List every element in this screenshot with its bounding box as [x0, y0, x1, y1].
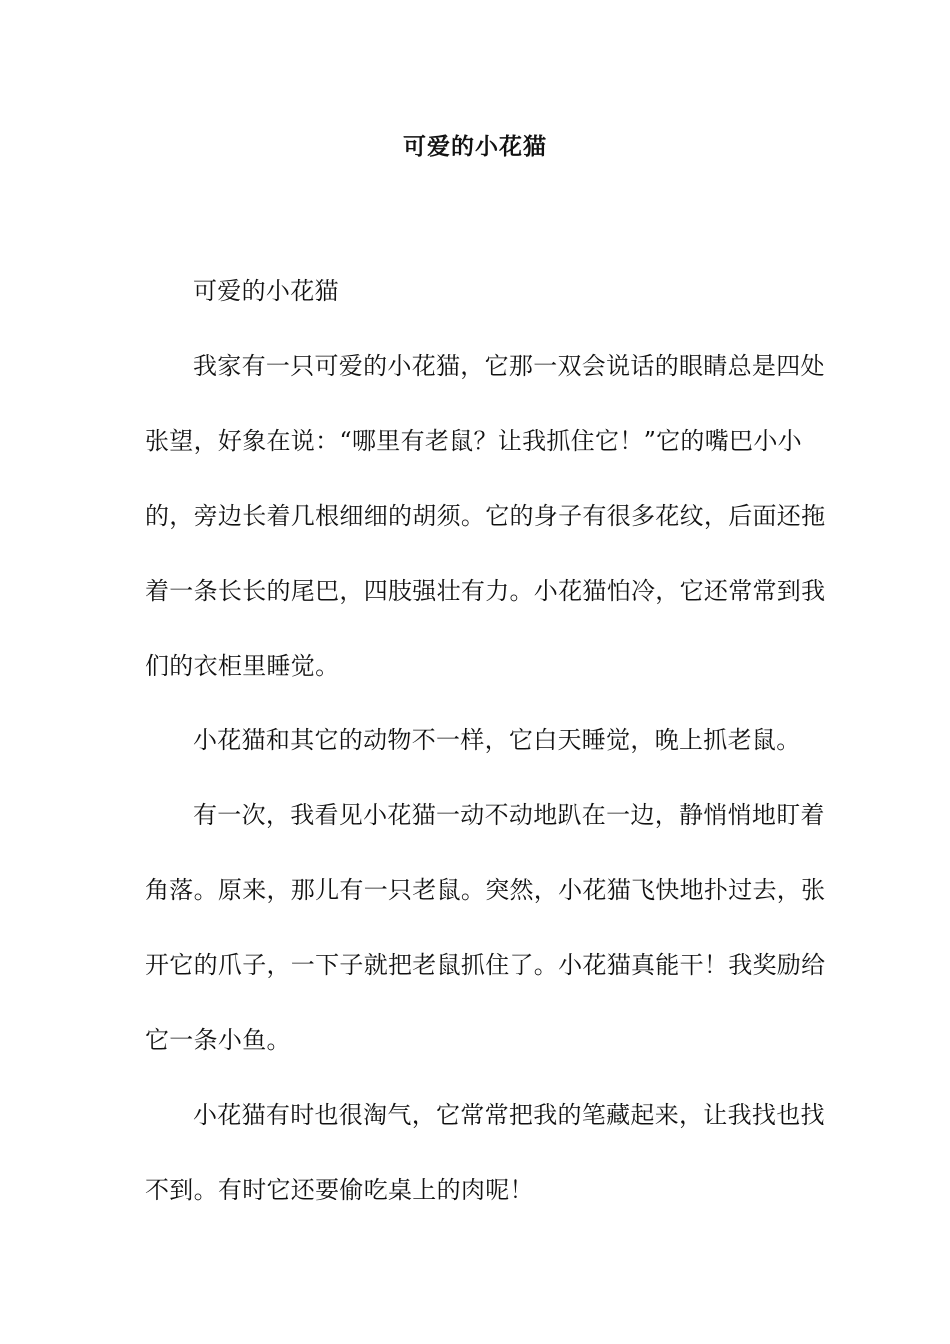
- document-body: [145, 254, 835, 1228]
- document-title: 可爱的小花猫: [403, 133, 547, 160]
- paragraph-catch-mouse: 有一次，我看见小花猫一动不动地趴在一边，静悄悄地盯着角落。原来，那儿有一只老鼠。突然，小花猫飞快地扑过去，张开它的爪子，一下子就把老鼠抓住了。小花猫真能干！我奖励给它一条小鱼。: [145, 801, 826, 1055]
- paragraph-naughty: 小花猫有时也很淘气，它常常把我的笔藏起来，让我找也找不到。有时它还要偷吃桌上的肉呢！: [145, 1100, 825, 1204]
- paragraph-subtitle: 可爱的小花猫: [193, 277, 339, 305]
- paragraph-description: 我家有一只可爱的小花猫，它那一双会说话的眼睛总是四处张望，好象在说：“哪里有老鼠？让我抓住它！”它的嘴巴小小的，旁边长着几根细细的胡须。它的身子有很多花纹，后面还拖着一条长长的尾巴，四肢强壮有力。小花猫怕冷，它还常常到我们的衣柜里睡觉。: [145, 351, 826, 680]
- paragraph-habits: 小花猫和其它的动物不一样，它白天睡觉，晚上抓老鼠。: [193, 726, 801, 755]
